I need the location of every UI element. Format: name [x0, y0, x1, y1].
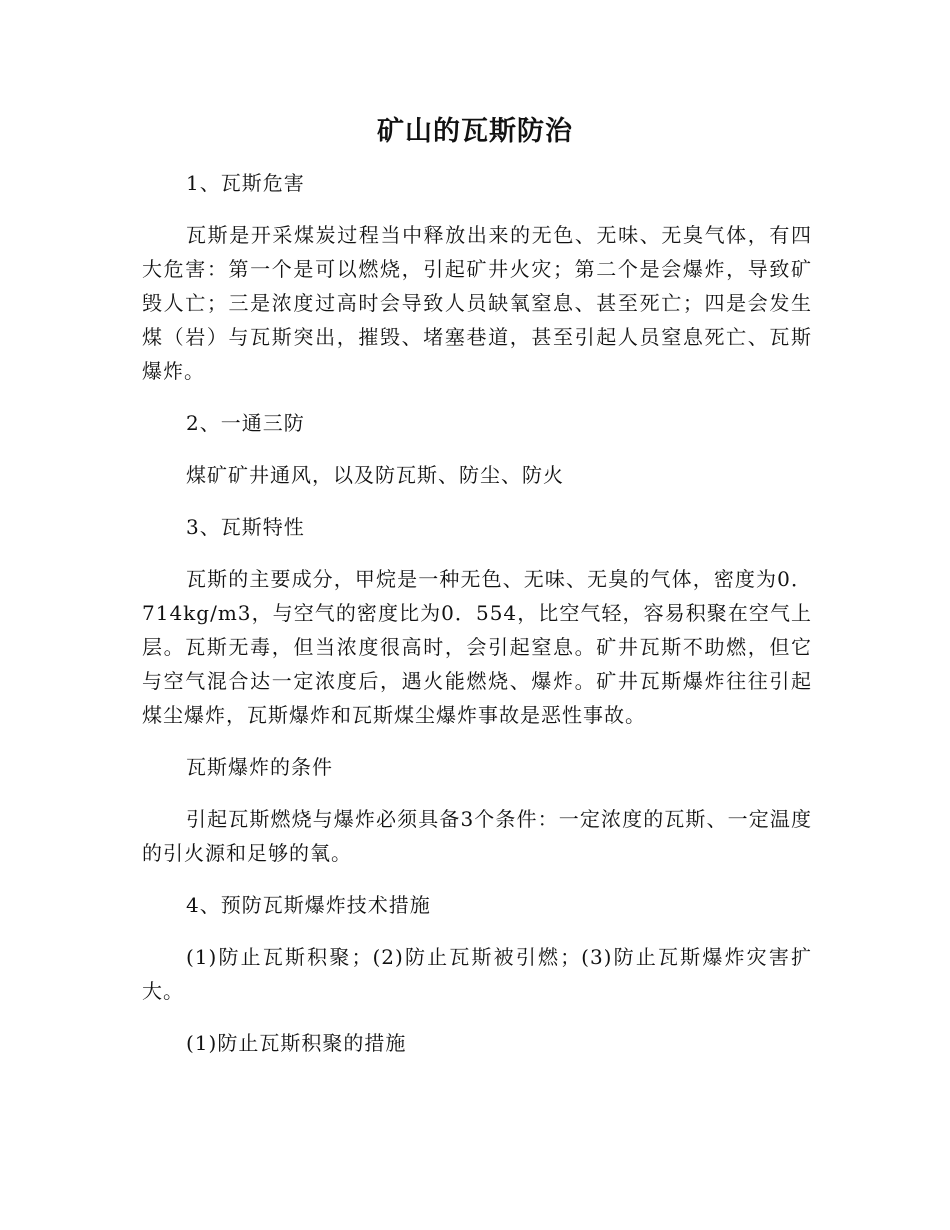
subheading-explosion-conditions: 瓦斯爆炸的条件 [186, 755, 333, 779]
paragraph-one-ventilation-three-prevention: 煤矿矿井通风，以及防瓦斯、防尘、防火 [186, 463, 564, 487]
section-heading-3: 3、瓦斯特性 [186, 515, 305, 539]
document-title: 矿山的瓦斯防治 [377, 116, 573, 147]
paragraph-prevention-measures: (1)防止瓦斯积聚；(2)防止瓦斯被引燃；(3)防止瓦斯爆炸灾害扩大。 [142, 945, 812, 1003]
section-heading-2: 2、一通三防 [186, 411, 305, 435]
section-heading-4: 4、预防瓦斯爆炸技术措施 [186, 893, 431, 917]
document-body [142, 166, 812, 1060]
section-heading-1: 1、瓦斯危害 [186, 171, 305, 195]
paragraph-explosion-conditions: 引起瓦斯燃烧与爆炸必须具备3个条件：一定浓度的瓦斯、一定温度的引火源和足够的氧。 [142, 807, 812, 865]
subheading-prevent-accumulation: (1)防止瓦斯积聚的措施 [186, 1031, 407, 1055]
paragraph-gas-hazards: 瓦斯是开采煤炭过程当中释放出来的无色、无味、无臭气体，有四大危害：第一个是可以燃烧，引起矿井火灾；第二个是会爆炸，导致矿毁人亡；三是浓度过高时会导致人员缺氧窒息、甚至死亡；四是会发生煤（岩）与瓦斯突出，摧毁、堵塞巷道，甚至引起人员窒息死亡、瓦斯爆炸。 [142, 223, 812, 383]
paragraph-gas-properties: 瓦斯的主要成分，甲烷是一种无色、无味、无臭的气体，密度为0．714kg/m3，与空气的密度比为0．554，比空气轻，容易积聚在空气上层。瓦斯无毒，但当浓度很高时，会引起窒息。矿井瓦斯不助燃，但它与空气混合达一定浓度后，遇火能燃烧、爆炸。矿井瓦斯爆炸往往引起煤尘爆炸，瓦斯爆炸和瓦斯煤尘爆炸事故是恶性事故。 [142, 567, 812, 727]
